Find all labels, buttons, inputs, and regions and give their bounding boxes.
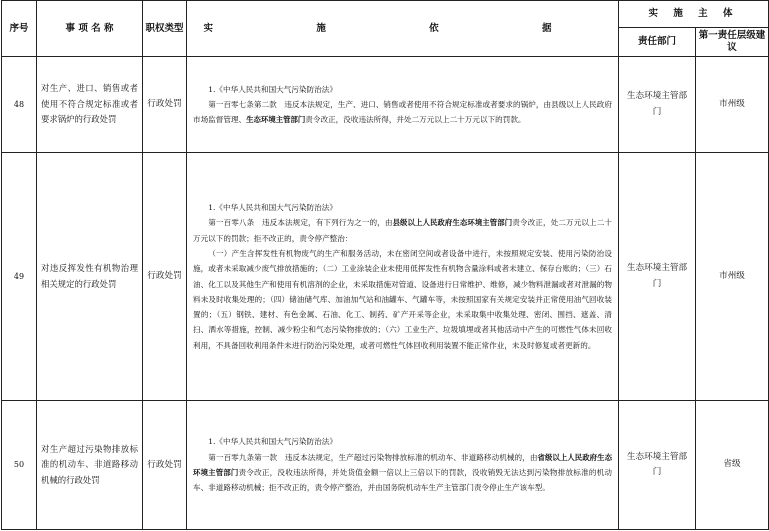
item-table	[1, 0, 769, 530]
header-type: 职权类型	[143, 1, 187, 57]
responsibility-level: 省级	[696, 401, 769, 530]
authority-highlight: 省级以上人民政府生态环境主管部门	[193, 452, 612, 477]
responsibility-level: 市州级	[696, 153, 769, 401]
responsibility-level: 市州级	[696, 57, 769, 153]
power-type: 行政处罚	[143, 153, 187, 401]
header-level: 第一责任层级建议	[696, 28, 769, 57]
header-item-name: 事 项 名 称	[37, 1, 143, 57]
power-type: 行政处罚	[143, 57, 187, 153]
item-name: 对违反挥发性有机物治理相关规定的行政处罚	[37, 153, 143, 401]
header-subject: 实 施 主 体	[619, 1, 769, 28]
legal-basis	[187, 153, 619, 401]
legal-basis	[187, 401, 619, 530]
article-text: 第一百零七条第二款 违反本法规定，生产、进口、销售或者使用不符合规定标准或者要求的锅炉，由县级以上人民政府市场监督管理、生态环境主管部门责令改正，没收违法所得，并处二万元以上二十万元以下的罚款。	[193, 99, 612, 125]
table-row	[2, 153, 769, 401]
header-row	[2, 1, 769, 28]
row-number: 50	[2, 401, 37, 530]
legal-basis	[187, 57, 619, 153]
responsible-dept: 生态环境主管部门	[619, 153, 696, 401]
article-text: 第一百零八条 违反本法规定，有下列行为之一的，由县级以上人民政府生态环境主管部门责令改正，处二万元以上二十万元以下的罚款；拒不改正的，责令停产整治：	[193, 218, 613, 243]
authority-highlight: 生态环境主管部门	[246, 115, 306, 125]
header-basis: 实 施 依 据	[187, 1, 619, 57]
item-name: 对生产超过污染物排放标准的机动车、非道路移动机械的行政处罚	[37, 401, 143, 530]
table-row	[2, 57, 769, 153]
row-number: 49	[2, 153, 37, 401]
row-number: 48	[2, 57, 37, 153]
law-title: 1.《中华人民共和国大气污染防治法》	[208, 437, 337, 447]
power-type: 行政处罚	[143, 401, 187, 530]
responsible-dept: 生态环境主管部门	[619, 401, 696, 530]
article-text: 第一百零九条第一款 违反本法规定，生产超过污染物排放标准的机动车、非道路移动机械的，由省级以上人民政府生态环境主管部门责令改正，没收违法所得，并处货值金额一倍以上三倍以下的罚款，没收销毁无法达到污染物排放标准的机动车、非道路移动机械；拒不改正的，责令停产整治，并由国务院机动车生产主管部门责令停止生产该车型。	[193, 452, 612, 493]
table-row	[2, 401, 769, 530]
header-no: 序号	[2, 1, 37, 57]
law-title: 1.《中华人民共和国大气污染防治法》	[208, 203, 337, 213]
authority-highlight: 县级以上人民政府生态环境主管部门	[392, 218, 513, 228]
law-title: 1.《中华人民共和国大气污染防治法》	[208, 84, 337, 94]
article-items: （一）产生含挥发性有机物废气的生产和服务活动，未在密闭空间或者设备中进行，未按照规定安装、使用污染防治设施，或者未采取减少废气排放措施的；（二）工业涂装企业未使用低挥发性有机物含量涂料或者未建立、保存台账的；（三）石油、化工以及其他生产和使用有机溶剂的企业，未采取措施对管道、设备进行日常维护、维修，减少物料泄漏或者对泄漏的物料未及时收集处理的；（四）储油储气库、加油加气站和油罐车、气罐车等，未按照国家有关规定安装并正常使用油气回收装置的；（五）钢铁、建材、有色金属、石油、化工、制药、矿产开采等企业，未采取集中收集处理、密闭、围挡、遮盖、清扫、洒水等措施，控制、减少粉尘和气态污染物排放的；（六）工业生产、垃圾填埋或者其他活动中产生的可燃性气体未回收利用，不具备回收利用条件未进行防治污染处理，或者可燃性气体回收利用装置不能正常作业，未及时修复或者更新的。	[193, 248, 612, 350]
item-name: 对生产、进口、销售或者使用不符合规定标准或者要求锅炉的行政处罚	[37, 57, 143, 153]
responsible-dept: 生态环境主管部门	[619, 57, 696, 153]
header-dept: 责任部门	[619, 28, 696, 57]
